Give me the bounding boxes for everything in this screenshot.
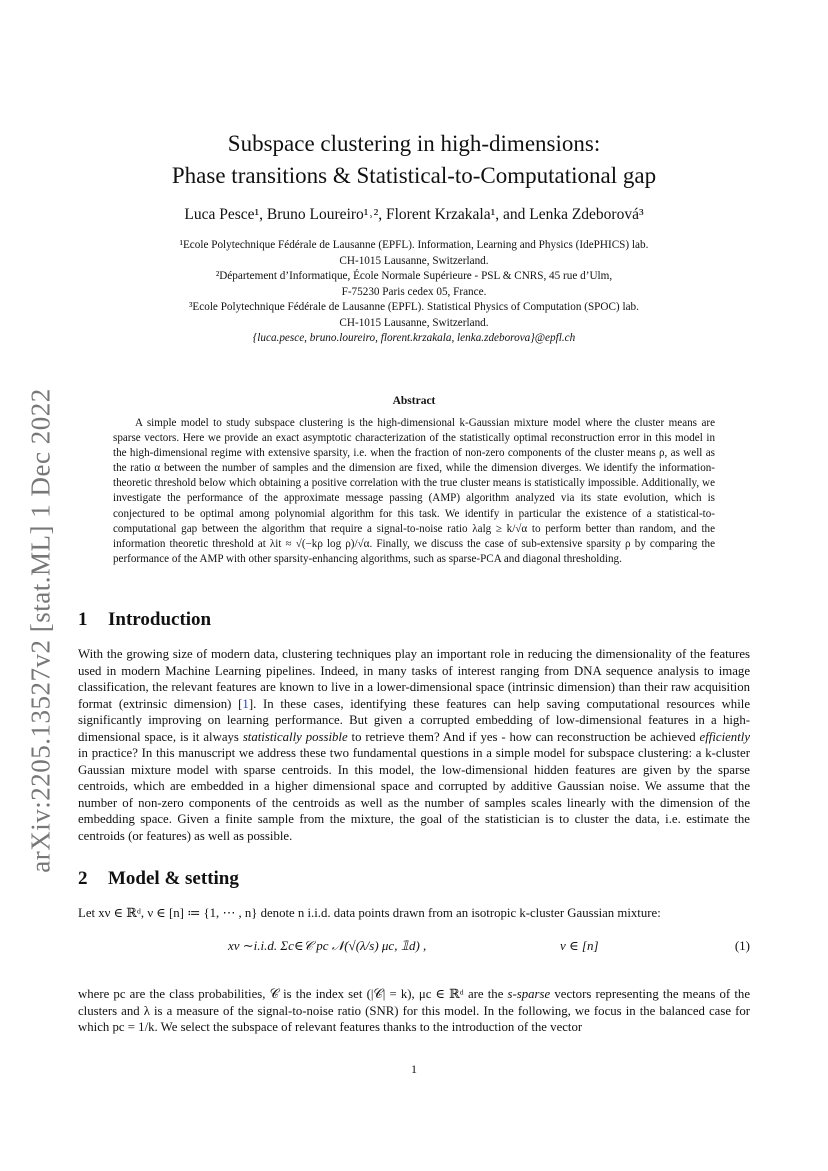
abstract-heading: Abstract <box>392 395 436 407</box>
section-title: Model & setting <box>108 868 239 889</box>
affiliation-line: ¹Ecole Polytechnique Fédérale de Lausanne (EPFL). Information, Learning and Physics (IdePHICS) lab. <box>179 239 649 251</box>
model-paragraph <box>78 986 750 1036</box>
affiliation-line: F-75230 Paris cedex 05, France. <box>341 285 487 298</box>
paragraph-text: With the growing size of modern data, clustering techniques play an important role in reducing the dimensionality of the features used in modern Machine Learning pipelines. Indeed, in many tasks of interest ranging from DNA sequence analysis to image classification, the relevant features are known to live in a lower-dimensional space (intrinsic dimension) than their raw acquisition format (extrinsic dimension) [ <box>78 647 750 711</box>
affiliation-line: ³Ecole Polytechnique Fédérale de Lausanne (EPFL). Statistical Physics of Computation (SPOC) lab. <box>189 301 639 313</box>
emphasized-text: s-sparse <box>507 987 551 1001</box>
arxiv-identifier-text: arXiv:2205.13527v2 [stat.ML] 1 Dec 2022 <box>25 387 56 873</box>
title-line-1: Subspace clustering in high-dimensions: <box>227 131 601 156</box>
author-list: Luca Pesce¹, Bruno Loureiro¹˒², Florent Krzakala¹, and Lenka Zdeborová³ <box>184 206 644 223</box>
affiliation-line: CH-1015 Lausanne, Switzerland. <box>339 254 489 267</box>
introduction-paragraph <box>78 646 750 844</box>
section-heading-introduction <box>78 609 211 631</box>
paragraph-text: where pc are the class probabilities, 𝒞 is the index set (|𝒞| = k), μc ∈ ℝᵈ are the <box>78 987 508 1001</box>
section-number: 2 <box>78 868 88 889</box>
page-number: 1 <box>411 1062 417 1076</box>
paragraph-text: ]. In these cases, identifying these features can help saving computational resources while significantly improving on learning performance. But given a corrupted embedding of low-dimensional features in a high-dimensional space, is it always <box>78 696 750 744</box>
equation-1 <box>78 932 750 972</box>
affiliation-line: ²Département d’Informatique, École Normale Supérieure - PSL & CNRS, 45 rue d’Ulm, <box>215 270 613 282</box>
model-intro-paragraph: Let xν ∈ ℝᵈ, ν ∈ [n] ≔ {1, ⋯ , n} denote n i.i.d. data points drawn from an isotropic k-cluster Gaussian mixture: <box>78 906 661 920</box>
paper-title <box>100 128 728 192</box>
paragraph-text: to retrieve them? And if yes - how can reconstruction be achieved <box>347 729 700 744</box>
emphasized-text: efficiently <box>699 729 750 744</box>
section-number: 1 <box>78 609 88 630</box>
citation-link[interactable]: 1 <box>242 696 249 711</box>
affiliations <box>110 238 718 347</box>
paragraph-text: in practice? In this manuscript we address these two fundamental questions in a simple model for subspace clustering: a k-cluster Gaussian mixture model with sparse centroids. In this model, the low-dimensional hidden features are given by the sparse centroids, which are embedded in a higher dimensional space and corrupted by additive Gaussian noise. We assume that the number of non-zero components of the centroids as well as the number of samples scales linearly with the dimension of the embedding space. Given a finite sample from the mixture, the goal of the statistician is to cluster the data, i.e. estimate the centroids (or features) as well as possible. <box>78 746 750 843</box>
paragraph-text: vectors representing the means of the clusters and λ is a measure of the signal-to-noise ratio (SNR) for this model. In the following, we focus in the balanced case for which pc = 1/k. We select the subspace of relevant features thanks to the introduction of the vector <box>78 987 750 1034</box>
equation-body: xν ∼i.i.d. Σc∈𝒞 pc 𝒩(√(λ/s) μc, 𝟙d) , <box>228 938 427 953</box>
title-line-2: Phase transitions & Statistical-to-Computational gap <box>171 163 657 188</box>
arxiv-identifier <box>12 350 70 910</box>
equation-number: (1) <box>734 938 750 953</box>
equation-condition: ν ∈ [n] <box>560 938 599 953</box>
author-emails: {luca.pesce, bruno.loureiro, florent.krzakala, lenka.zdeborova}@epfl.ch <box>252 332 576 344</box>
abstract-text: A simple model to study subspace clustering is the high-dimensional k-Gaussian mixture model where the cluster means are sparse vectors. Here we provide an exact asymptotic characterization of the statistically optimal reconstruction error in this model in the high-dimensional regime with extensive sparsity, i.e. when the fraction of non-zero components of the cluster means ρ, as well as the ratio α between the number of samples and the dimension are fixed, while the dimension diverges. We identify the information-theoretic threshold below which obtaining a positive correlation with the true cluster means is statistically impossible. Additionally, we investigate the performance of the approximate message passing (AMP) algorithm analyzed via its state evolution, which is conjectured to be optimal among polynomial algorithm for this task. We identify in particular the existence of a statistical-to-computational gap between the algorithm that require a signal-to-noise ratio λalg ≥ k/√α to perform better than random, and the information theoretic threshold at λit ≈ √(−kρ log ρ)/√α. Finally, we discuss the case of sub-extensive sparsity ρ by comparing the performance of the AMP with other sparsity-enhancing algorithms, such as sparse-PCA and diagonal thresholding. <box>113 417 715 565</box>
affiliation-line: CH-1015 Lausanne, Switzerland. <box>339 316 489 329</box>
section-heading-model <box>78 868 239 890</box>
emphasized-text: statistically possible <box>242 729 348 744</box>
section-title: Introduction <box>108 609 212 630</box>
